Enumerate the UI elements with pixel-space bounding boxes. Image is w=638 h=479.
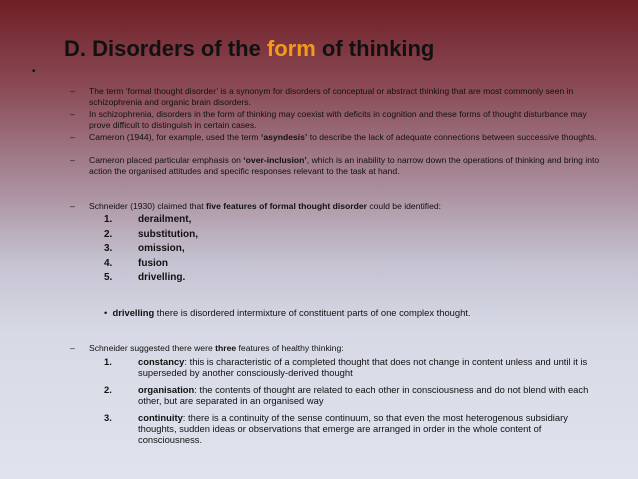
features-list: [104, 213, 198, 286]
bullet-text: Cameron placed particular emphasis on ‘over-inclusion’, which is an inability to narrow down the operations of thinking and bring into action the organised attitudes and specific responses relevant to the task at hand.: [89, 155, 600, 176]
dash-marker: –: [70, 132, 75, 142]
bullet-text: The term ‘formal thought disorder’ is a synonym for disorders of conceptual or abstract thinking that are most commonly seen in schizophrenia and organic brain disorders.: [89, 86, 574, 107]
bullet-text: In schizophrenia, disorders in the form of thinking may coexist with deficits in cognition and these forms of thought disturbance may prove difficult to distinguish in certain cases.: [89, 109, 587, 130]
dash-marker: –: [70, 109, 75, 119]
bullet-item: [70, 109, 610, 130]
list-item: 2. substitution,: [104, 228, 198, 240]
healthy-feature: 2. organisation: the contents of thought are related to each other in consciousness and do not blend with each other, but are separated in an organised way: [104, 384, 589, 407]
dash-marker: –: [70, 201, 75, 211]
title-suffix: of thinking: [315, 36, 435, 61]
list-item: 3. omission,: [104, 243, 185, 254]
intro-text: Schneider (1930) claimed that: [89, 201, 207, 211]
list-item: 5. drivelling.: [104, 272, 186, 283]
healthy-feature: 3. continuity: there is a continuity of the sense continuum, so that even the most heterogenous subsidiary thoughts, sudden ideas or observations that emerge are arranged in order in the whole content of consciousness.: [104, 412, 568, 446]
list-item: 1. derailment,: [104, 214, 192, 225]
list-item: 4. fusion: [104, 257, 168, 269]
drivelling-note: • drivelling there is disordered intermixture of constituent parts of one complex thought.: [104, 307, 471, 318]
intro-bold: five features of formal thought disorder: [206, 201, 367, 211]
bullet-item: [70, 155, 610, 176]
dash-marker: –: [70, 343, 75, 353]
schneider-healthy-intro: – Schneider suggested there were three features of healthy thinking:: [70, 343, 344, 353]
bullet-item: [70, 132, 610, 143]
bullet-text: Cameron (1944), for example, used the term ‘asyndesis’ to describe the lack of adequate connections between successive thoughts.: [89, 132, 597, 142]
healthy-feature: 1. constancy: this is characteristic of a completed thought that does not change in content unless and until it is superseded by another consciously-derived thought: [104, 356, 588, 379]
dash-marker: –: [70, 155, 75, 165]
bullet-item: [70, 86, 610, 107]
title-highlight: form: [266, 36, 316, 61]
intro-text-end: could be identified:: [366, 201, 442, 211]
level1-bullet: •: [32, 66, 36, 77]
dash-marker: –: [70, 86, 75, 96]
slide-title: [64, 36, 434, 62]
schneider-intro: [70, 201, 610, 212]
title-prefix: D. Disorders of the: [64, 36, 267, 61]
